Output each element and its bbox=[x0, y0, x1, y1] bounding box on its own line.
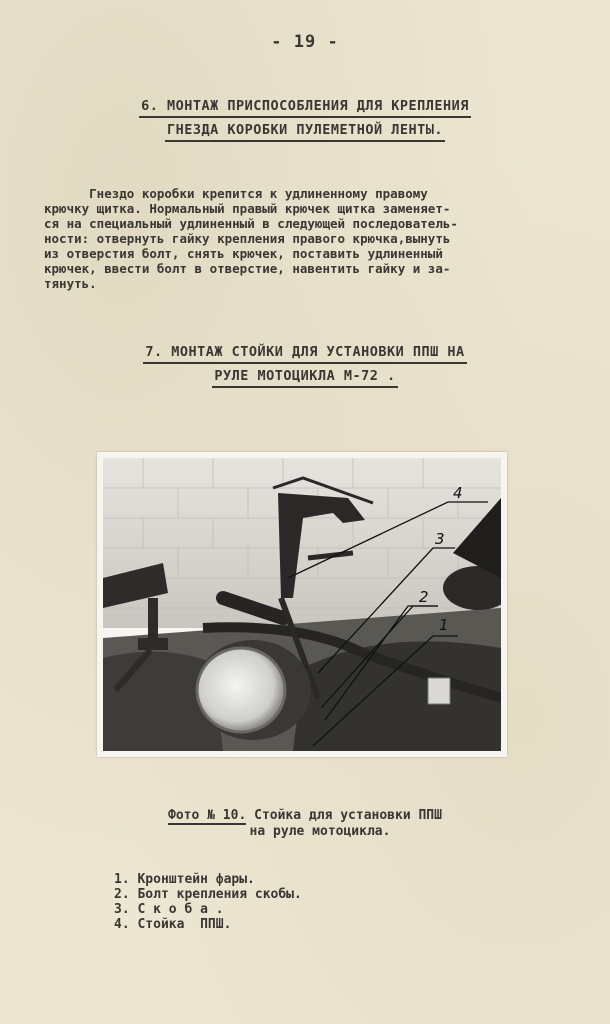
caption-text-line1: Стойка для установки ППШ bbox=[246, 808, 442, 823]
paragraph-line: Гнездо коробки крепится к удлиненному правому bbox=[44, 186, 428, 201]
photo-caption bbox=[0, 808, 610, 840]
chrome-clamp bbox=[428, 678, 450, 704]
callout-label-4: 4 bbox=[453, 484, 463, 502]
photo-illustration bbox=[103, 458, 501, 751]
paragraph-line: ся на специальный удлиненный в следующей последователь- bbox=[44, 216, 458, 231]
legend-item: 3. С к о б а . bbox=[114, 902, 224, 917]
headlamp bbox=[197, 648, 285, 732]
callout-label-1: 1 bbox=[439, 616, 449, 634]
callout-label-2: 2 bbox=[419, 588, 429, 606]
callout-label-3: 3 bbox=[435, 530, 445, 548]
page-number: - 19 - bbox=[271, 32, 339, 52]
paragraph-line: крючек, ввести болт в отверстие, навентить гайку и за- bbox=[44, 261, 451, 276]
legend-item: 4. Стойка ППШ. bbox=[114, 917, 232, 932]
section-7-heading bbox=[0, 340, 610, 388]
caption-title: Фото № 10. bbox=[168, 808, 247, 823]
section-6-title-line1: 6. МОНТАЖ ПРИСПОСОБЛЕНИЯ ДЛЯ КРЕПЛЕНИЯ bbox=[139, 96, 471, 118]
photo-legend bbox=[114, 872, 302, 932]
paragraph-line: из отверстия болт, снять крючек, поставить удлиненный bbox=[44, 246, 443, 261]
section-6-heading bbox=[0, 94, 610, 142]
paragraph-line: тянуть. bbox=[44, 276, 97, 291]
caption-text-line2: на руле мотоцикла. bbox=[249, 824, 391, 839]
motorcycle-photo bbox=[97, 452, 507, 757]
section-7-title-line2: РУЛЕ МОТОЦИКЛА М-72 . bbox=[212, 366, 397, 388]
legend-item: 2. Болт крепления скобы. bbox=[114, 887, 302, 902]
section-6-title-line2: ГНЕЗДА КОРОБКИ ПУЛЕМЕТНОЙ ЛЕНТЫ. bbox=[165, 120, 445, 142]
paragraph-line: ности: отвернуть гайку крепления правого крючка,вынуть bbox=[44, 231, 451, 246]
section-7-title-line1: 7. МОНТАЖ СТОЙКИ ДЛЯ УСТАНОВКИ ППШ НА bbox=[143, 342, 466, 364]
paragraph-line: крючку щитка. Нормальный правый крючек щитка заменяет- bbox=[44, 201, 451, 216]
section-6-paragraph bbox=[44, 186, 596, 291]
legend-item: 1. Кронштейн фары. bbox=[114, 872, 255, 887]
